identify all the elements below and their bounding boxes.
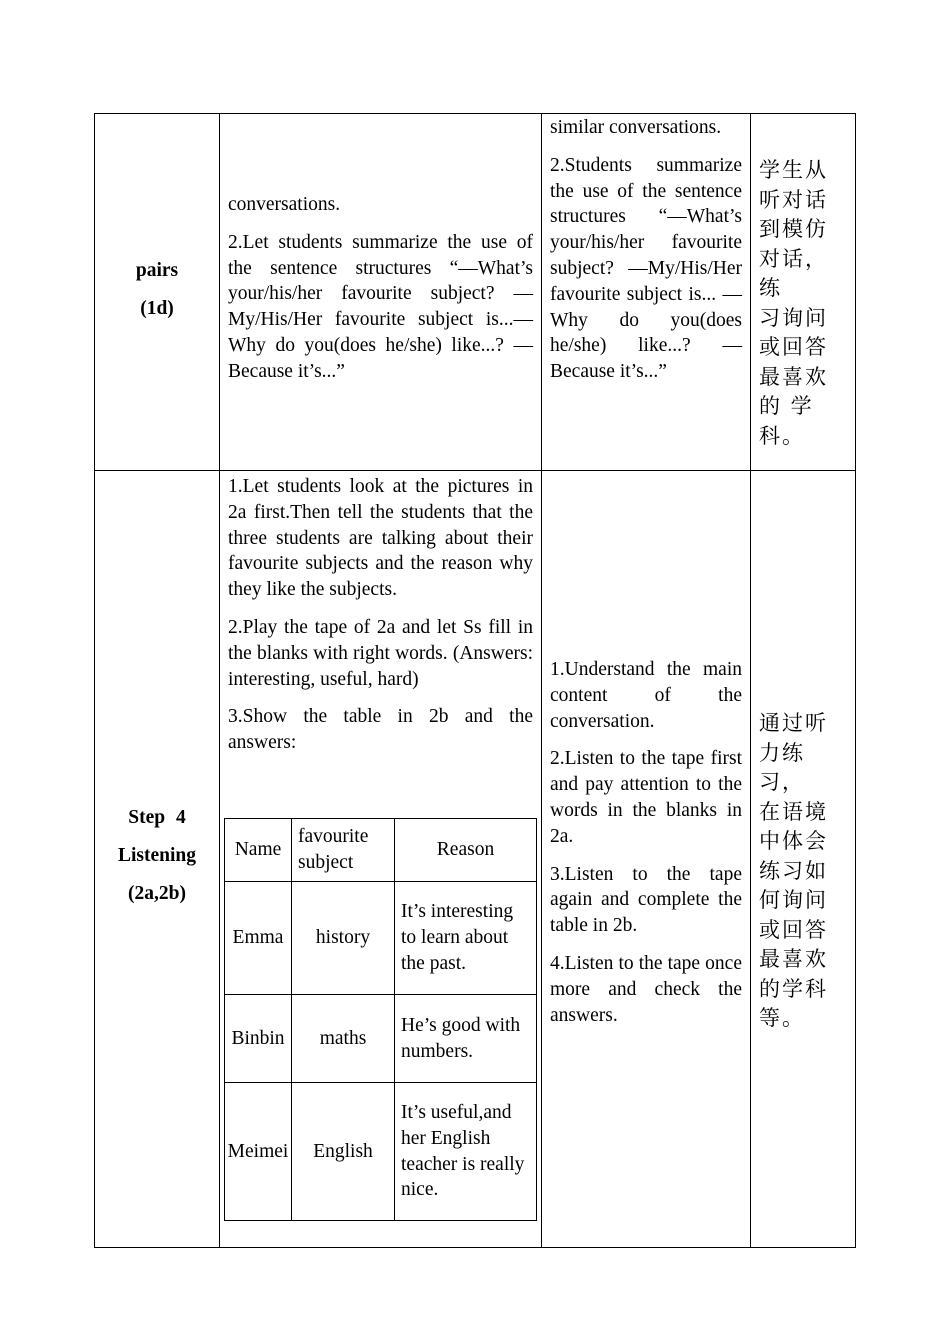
header-name: Name: [225, 819, 292, 882]
cell-subject: maths: [292, 995, 395, 1083]
purpose-line: 何询问: [759, 888, 828, 912]
table-right-border: [855, 113, 856, 1248]
step-label: Step 4: [128, 807, 186, 828]
student-paragraph: 2.Students summarize the use of the sentence structures “—What’s your/his/her favourite subject? —My/His/Her favourite subject is... —Why do you(does he/she) like...? —Because it’s...”: [550, 154, 742, 383]
purpose-line: 通过听: [759, 711, 828, 735]
step-label: (2a,2b): [128, 883, 186, 904]
cell-name: Binbin: [225, 995, 292, 1083]
step-label: pairs: [135, 260, 179, 281]
purpose-line: 等。: [759, 1006, 805, 1030]
student-paragraph: 4.Listen to the tape once more and check the answers.: [550, 952, 742, 1026]
purpose-line: 习询问: [759, 305, 828, 330]
step-cell-row2: [96, 799, 218, 913]
purpose-line: 最喜欢: [759, 947, 828, 971]
purpose-line: 到模仿: [759, 217, 828, 241]
purpose-line: 在语境: [759, 799, 828, 824]
cell-reason: He’s good with numbers.: [395, 995, 537, 1083]
table-row: [225, 1083, 537, 1221]
column-divider-1: [219, 113, 220, 1248]
table-top-border: [94, 113, 856, 114]
teacher-paragraph: 2.Play the tape of 2a and let Ss fill in the blanks with right words. (Answers: interesting, useful, hard): [228, 616, 533, 690]
student-paragraph: 3.Listen to the tape again and complete the table in 2b.: [550, 863, 742, 937]
teacher-activity-row1: [228, 192, 533, 397]
step-label: (1d): [140, 298, 174, 319]
purpose-line: 练习如: [759, 858, 828, 883]
purpose-line: 中体会: [759, 829, 828, 853]
purpose-line: 力练习，: [759, 740, 805, 794]
purpose-line: 的学科: [759, 976, 828, 1001]
header-favourite-subject: favourite subject: [292, 819, 395, 882]
teacher-paragraph: 2.Let students summarize the use of the sentence structures “—What’s your/his/her favourite subject? —My/His/Her favourite subject is...—Why do you(does he/she) like...? —Because it’s...”: [228, 231, 533, 382]
table-left-border: [94, 113, 95, 1248]
step-cell-row1: [96, 252, 218, 328]
teacher-paragraph: conversations.: [228, 194, 341, 215]
student-activity-row2: [550, 657, 742, 1040]
teacher-paragraph: 3.Show the table in 2b and the answers:: [228, 706, 533, 754]
step-label: Listening: [117, 845, 197, 866]
teacher-activity-row2: [228, 474, 533, 768]
row-divider: [94, 470, 856, 471]
purpose-line: 学生从: [759, 158, 828, 182]
cell-subject: history: [292, 882, 395, 995]
column-divider-2: [541, 113, 542, 1248]
purpose-line: 最喜欢: [759, 364, 828, 389]
header-reason: Reason: [395, 819, 537, 882]
cell-reason: It’s interesting to learn about the past.: [395, 882, 537, 995]
table-bottom-border: [94, 1247, 856, 1248]
student-paragraph: 2.Listen to the tape first and pay attention to the words in the blanks in 2a.: [550, 748, 742, 847]
cell-reason: It’s useful,and her English teacher is really nice.: [395, 1083, 537, 1221]
student-activity-row1: [550, 115, 742, 397]
table-row: [225, 995, 537, 1083]
purpose-line: 科。: [759, 423, 805, 448]
cell-name: Emma: [225, 882, 292, 995]
student-paragraph: similar conversations.: [550, 117, 722, 138]
column-divider-3: [750, 113, 751, 1248]
teacher-paragraph: 1.Let students look at the pictures in 2a first.Then tell the students that the three students are talking about their favourite subjects and the reason why they like the subjects.: [228, 476, 533, 601]
purpose-line: 的 学: [759, 394, 814, 418]
purpose-line: 或回答: [759, 335, 828, 359]
purpose-line: 听对话: [759, 187, 828, 212]
cell-name: Meimei: [225, 1083, 292, 1221]
answer-table: [224, 818, 537, 1221]
table-row: [225, 882, 537, 995]
cell-subject: English: [292, 1083, 395, 1221]
table-header-row: [225, 819, 537, 882]
student-paragraph: 1.Understand the main content of the conversation.: [550, 659, 742, 732]
purpose-row2: [759, 709, 847, 1034]
purpose-line: 对话，练: [759, 246, 828, 300]
purpose-line: 或回答: [759, 917, 828, 942]
purpose-row1: [759, 156, 847, 451]
